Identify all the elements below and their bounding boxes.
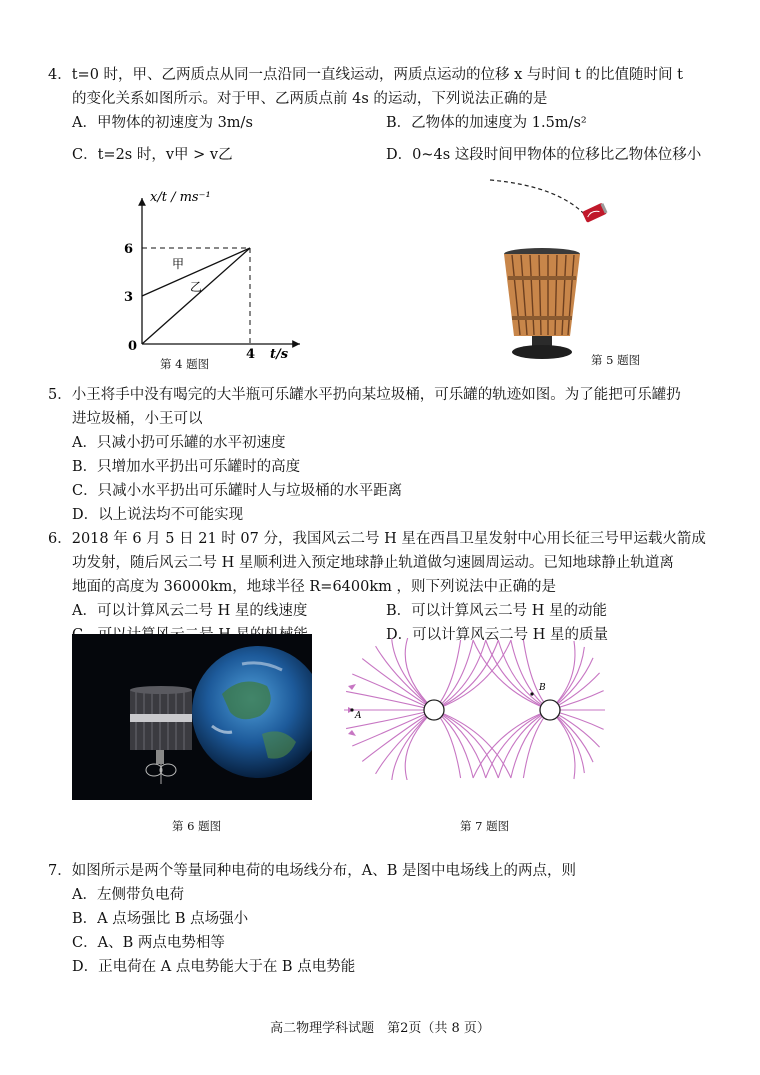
q4-line1: 4．t=0 时，甲、乙两质点从同一点沿同一直线运动，两质点运动的位移 x 与时间 t 的比值随时间 t [48,67,683,83]
trash-bin-icon [504,248,580,359]
fig4-caption: 第 4 题图 [160,357,210,371]
field-line [392,638,434,710]
q5-option-c: C．只减小水平扔出可乐罐时人与垃圾桶的水平距离 [72,483,403,499]
fig7-caption: 第 7 题图 [460,819,510,833]
q6-option-d: D．可以计算风云二号 H 星的质量 [386,627,608,643]
field-line [352,674,434,710]
fig6-caption: 第 6 题图 [172,819,222,833]
q6-line2: 功发射，随后风云二号 H 星顺利进入预定地球静止轨道做匀速圆周运动。已知地球静止轨道离 [72,555,674,571]
fig4-x-tick-4: 4 [246,347,256,362]
cola-can-icon [582,202,608,223]
q4-option-b: B．乙物体的加速度为 1.5m/s² [386,115,587,131]
q7-option-c: C．A、B 两点电势相等 [72,935,225,951]
q7-line1: 7．如图所示是两个等量同种电荷的电场线分布，A、B 是图中电场线上的两点，则 [48,863,576,879]
q7-option-b: B．A 点场强比 B 点场强小 [72,911,249,927]
fig4-y-tick-6: 6 [124,242,134,257]
can-trajectory [490,180,588,218]
q7-option-d: D．正电荷在 A 点电势能大于在 B 点电势能 [72,959,356,975]
fig4-label-jia: 甲 [172,257,185,271]
field-line [352,710,434,746]
q6-line3: 地面的高度为 36000km，地球半径 R=6400km ，则下列说法中正确的是 [72,579,556,595]
q6-option-b: B．可以计算风云二号 H 星的动能 [386,603,608,619]
q5-line1: 5．小王将手中没有喝完的大半瓶可乐罐水平扔向某垃圾桶，可乐罐的轨迹如图。为了能把可乐罐扔 [48,387,681,403]
q7-option-a: A．左侧带负电荷 [72,887,184,903]
point-b-label: B [539,683,546,693]
point-a-label: A [355,711,362,721]
q5-option-a: A．只减小扔可乐罐的水平初速度 [72,435,286,451]
q4-line2: 的变化关系如图所示。对于甲、乙两质点前 4s 的运动，下列说法正确的是 [72,91,548,107]
point-b [530,692,533,695]
fig4-series-yi-line [142,248,250,344]
q5-option-b: B．只增加水平扔出可乐罐时的高度 [72,459,301,475]
fig4-graph [110,178,310,373]
charge-right [540,700,560,720]
q5-line2: 进垃圾桶，小王可以 [72,411,203,427]
fig4-x-label: t/s [270,347,289,362]
fig6-satellite-photo [72,634,312,800]
fig5-caption: 第 5 题图 [591,353,641,367]
q4-option-a: A．甲物体的初速度为 3m/s [72,115,253,131]
fig4-label-yi: 乙 [190,280,203,294]
charge-left [424,700,444,720]
field-line [392,710,434,780]
q6-option-a: A．可以计算风云二号 H 星的线速度 [72,603,308,619]
fig5-illustration [470,176,630,368]
fig4-y-label: x/t / ms⁻¹ [150,190,211,205]
q4-option-c: C．t=2s 时，v甲 > v乙 [72,147,233,163]
q4-option-d: D．0~4s 这段时间甲物体的位移比乙物体位移小 [386,147,702,163]
fig7-field-lines [322,638,612,780]
fig4-origin: 0 [128,339,138,354]
field-line [405,710,434,780]
q5-option-d: D．以上说法均不可能实现 [72,507,244,523]
page-footer: 高二物理学科试题 第2页（共 8 页） [270,1021,490,1036]
point-a [350,708,353,711]
q6-line1: 6．2018 年 6 月 5 日 21 时 07 分，我国风云二号 H 星在西昌卫星发射中心用长征三号甲运载火箭成 [48,531,706,547]
fig4-y-tick-3: 3 [124,290,134,305]
